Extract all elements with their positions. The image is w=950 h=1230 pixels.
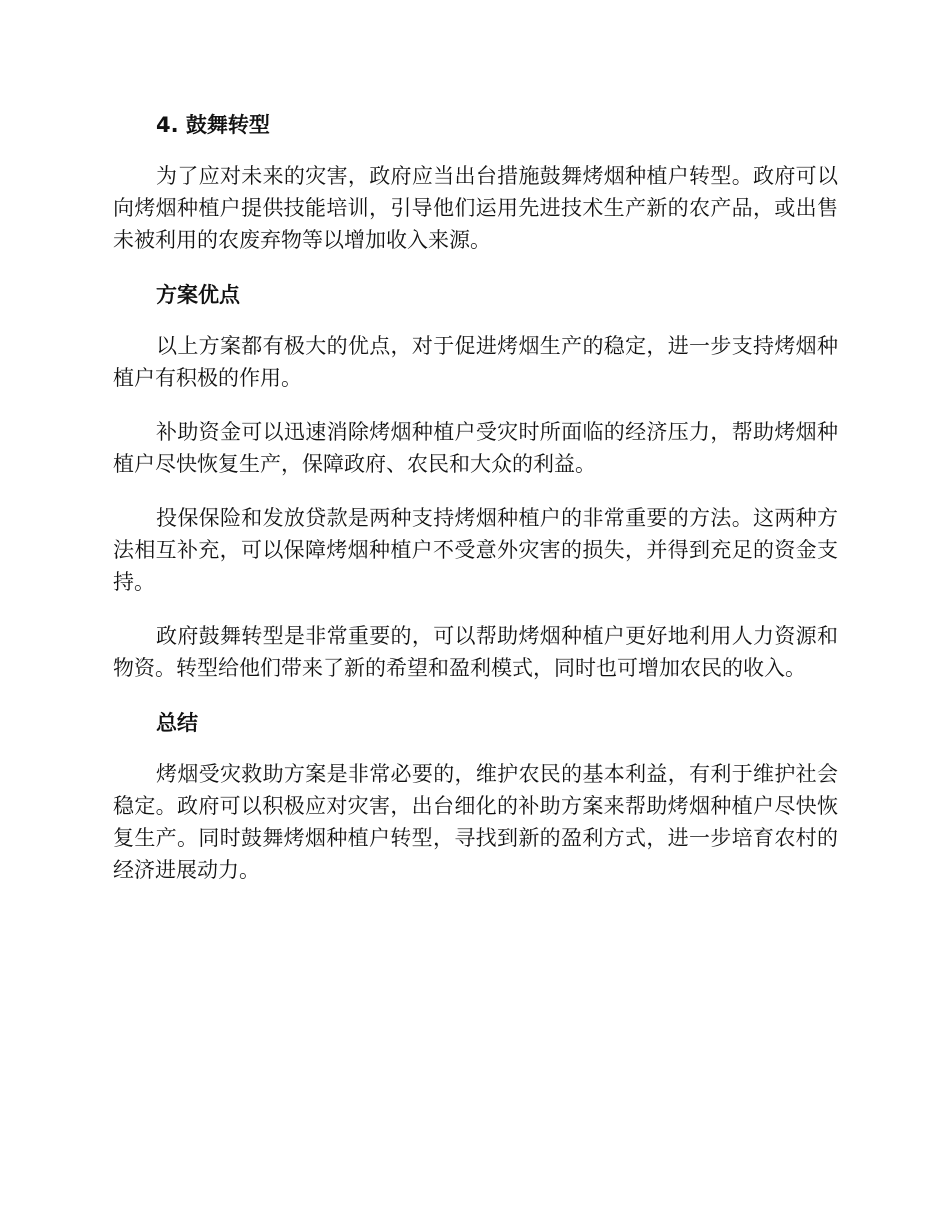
section-heading-encourage-transformation: 4. 鼓舞转型 — [156, 113, 270, 137]
paragraph-advantages-intro: 以上方案都有极大的优点，对于促进烤烟生产的稳定，进一步支持烤烟种植户有积极的作用。 — [113, 334, 838, 390]
paragraph-insurance-loans: 投保保险和发放贷款是两种支持烤烟种植户的非常重要的方法。这两种方法相互补充，可以保障烤烟种植户不受意外灾害的损失，并得到充足的资金支持。 — [113, 506, 838, 594]
paragraph-transformation-benefit: 政府鼓舞转型是非常重要的，可以帮助烤烟种植户更好地利用人力资源和物资。转型给他们带来了新的希望和盈利模式，同时也可增加农民的收入。 — [113, 624, 838, 680]
document-page — [113, 110, 838, 886]
paragraph-subsidy: 补助资金可以迅速消除烤烟种植户受灾时所面临的经济压力，帮助烤烟种植户尽快恢复生产，保障政府、农民和大众的利益。 — [113, 420, 838, 476]
section-heading-summary: 总结 — [156, 711, 198, 735]
paragraph-transformation: 为了应对未来的灾害，政府应当出台措施鼓舞烤烟种植户转型。政府可以向烤烟种植户提供技能培训，引导他们运用先进技术生产新的农产品，或出售未被利用的农废弃物等以增加收入来源。 — [113, 164, 838, 252]
paragraph-summary: 烤烟受灾救助方案是非常必要的，维护农民的基本利益，有利于维护社会稳定。政府可以积极应对灾害，出台细化的补助方案来帮助烤烟种植户尽快恢复生产。同时鼓舞烤烟种植户转型，寻找到新的盈利方式，进一步培育农村的经济进展动力。 — [113, 762, 838, 882]
section-heading-advantages: 方案优点 — [156, 283, 240, 307]
